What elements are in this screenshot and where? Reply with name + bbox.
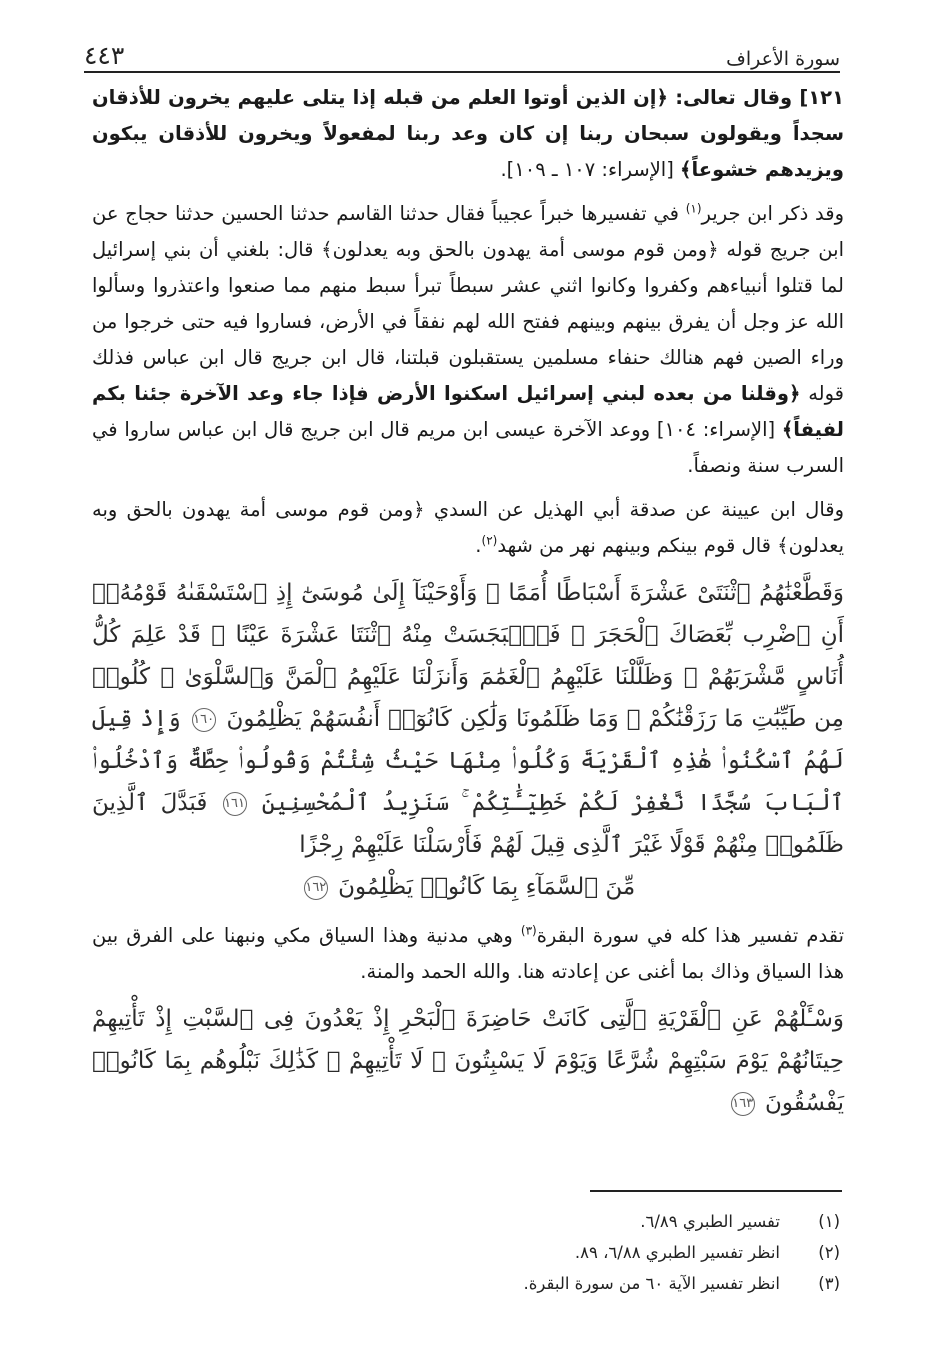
paragraph-text: وقد ذكر ابن جرير: [701, 202, 844, 225]
verse-text: مِّنَ ٱلسَّمَآءِ بِمَا كَانُوا۟ يَظْلِمُونَ: [338, 874, 636, 900]
main-text: [92, 80, 844, 1134]
paragraph-ibn-uyayna: [92, 492, 844, 564]
paragraph-text: في تفسيرها خبراً عجيباً فقال حدثنا القاسم حدثنا الحسين حدثنا حجاج عن ابن جريج قوله ﴿ومن قوم موسى أمة يهدون بالحق وبه يعدلون﴾ قال: بلغني أن بني إسرائيل لما قتلوا أنبياءهم وكفروا وكانوا اثني عشر سبطاً تبرأ سبط منهم مما صنعوا واعتذروا وسألوا الله عز وجل أن يفرق بينهم وبينهم ففتح الله لهم نفقاً في الأرض، فساروا فيه حتى خرجوا من وراء الصين فهم هنالك حنفاء مسلمين يستقبلون قبلتنا، قال ابن جريج قال ابن عباس فذلك قوله: [92, 202, 844, 405]
verse-text: وَسْـَٔلْهُمْ عَنِ ٱلْقَرْيَةِ ٱلَّتِى كَانَتْ حَاضِرَةَ ٱلْبَحْرِ إِذْ يَعْدُونَ فِى ٱلسَّبْتِ إِذْ تَأْتِيهِمْ حِيتَانُهُمْ يَوْمَ سَبْتِهِمْ شُرَّعًا وَيَوْمَ لَا يَسْبِتُونَ ۙ لَا تَأْتِيهِمْ ۚ كَذَٰلِكَ نَبْلُوهُم بِمَا كَانُوا۟: [92, 1006, 844, 1074]
paragraph-intro: ١٢١] وقال تعالى:: [667, 86, 844, 109]
quran-verse-163: [92, 998, 844, 1124]
footnote-item: [88, 1268, 840, 1299]
paragraph-text: وهي مدنية وهذا السياق مكي ونبهنا على الفرق بين هذا السياق وذاك بما أغنى عن إعادته هنا. والله الحمد والمنة.: [92, 924, 844, 983]
verse-number-marker: ١٦٢: [304, 876, 328, 900]
footnote-item: [88, 1237, 840, 1268]
footnote-marker: (٢): [481, 533, 498, 548]
paragraph-text: .: [475, 534, 482, 557]
verse-reference: [الإسراء: ١٠٧ ـ ١٠٩].: [500, 158, 681, 181]
paragraph-text: تقدم تفسير هذا كله في سورة البقرة: [536, 924, 844, 947]
footnote-item: [88, 1206, 840, 1237]
header-rule: [84, 71, 840, 73]
verse-text: وَقَطَّعْنَٰهُمُ ٱثْنَتَىْ عَشْرَةَ أَسْبَاطًا أُمَمًا ۚ وَأَوْحَيْنَآ إِلَىٰ مُوسَىٰٓ إِذِ ٱسْتَسْقَىٰهُ قَوْمُهُۥٓ أَنِ ٱضْرِب بِّعَصَاكَ ٱلْحَجَرَ ۖ فَٱنۢبَجَسَتْ مِنْهُ ٱثْنَتَا عَشْرَةَ عَيْنًا ۖ قَدْ عَلِمَ كُلُّ أُنَاسٍ مَّشْرَبَهُمْ ۚ وَظَلَّلْنَا عَلَيْهِمُ ٱلْغَمَٰمَ وَأَنزَلْنَا عَلَيْهِمُ ٱلْمَنَّ وَٱلسَّلْوَىٰ ۖ كُلُوا۟ مِن طَيِّبَٰتِ مَا رَزَقْنَٰكُمْ ۚ وَمَا ظَلَمُونَا وَلَٰكِن كَانُوٓا۟ أَنفُسَهُمْ يَظْلِمُونَ: [92, 580, 844, 732]
verse-text: وَإِذْ قِيلَ لَهُمُ ٱسْكُنُوا۟ هَٰذِهِ ٱلْقَرْيَةَ وَكُلُوا۟ مِنْهَا حَيْثُ شِئْتُمْ وَقُولُوا۟ حِطَّةٌ وَٱدْخُلُوا۟ ٱلْبَابَ سُجَّدًا نَّغْفِرْ لَكُمْ خَطِيٓـَٰٔتِكُمْ ۚ سَنَزِيدُ ٱلْمُحْسِنِينَ: [92, 706, 845, 816]
verse-text: يَفْسُقُونَ: [765, 1090, 844, 1116]
footnote-number: (١): [818, 1212, 840, 1231]
footnote-text: تفسير الطبري ٦/٨٩.: [640, 1212, 780, 1231]
footnote-rule: [590, 1190, 842, 1192]
paragraph-text: [الإسراء: ١٠٤] ووعد الآخرة عيسى ابن مريم قال ابن جريج قال ابن عباس ساروا في السرب سنة ونصفاً.: [92, 418, 844, 477]
paragraph-ibn-jarir: [92, 196, 844, 484]
footnotes: [88, 1206, 840, 1299]
verse-number-marker: ١٦١: [223, 792, 247, 816]
paragraph-verse-121: [92, 80, 844, 188]
verse-number-marker: ١٦٣: [731, 1092, 755, 1116]
paragraph-text: وقال ابن عيينة عن صدقة أبي الهذيل عن السدي ﴿ومن قوم موسى أمة يهدون بالحق وبه يعدلون﴾ قال قوم بينكم وبينهم نهر من شهد: [92, 498, 844, 557]
paragraph-baqarah-note: [92, 918, 844, 990]
verse-text: فَبَدَّلَ ٱلَّذِينَ ظَلَمُوا۟ مِنْهُمْ قَوْلًا غَيْرَ ٱلَّذِى قِيلَ لَهُمْ فَأَرْسَلْنَا عَلَيْهِمْ رِجْزًا: [92, 790, 844, 858]
quoted-verse: ﴿وقلنا من بعده لبني إسرائيل اسكنوا الأرض فإذا جاء وعد الآخرة جئنا بكم لفيفاً﴾: [92, 382, 844, 441]
footnote-marker: (١): [685, 201, 702, 216]
verse-number-marker: ١٦٠: [192, 708, 216, 732]
footnote-text: انظر تفسير الآية ٦٠ من سورة البقرة.: [523, 1274, 780, 1293]
surah-title: سورة الأعراف: [726, 48, 840, 70]
footnote-number: (٣): [818, 1274, 840, 1293]
quoted-verse: ﴿إن الذين أوتوا العلم من قبله إذا يتلى عليهم يخرون للأذقان سجداً ويقولون سبحان ربنا إن كان وعد ربنا لمفعولاً ويخرون للأذقان يبكون ويزيدهم خشوعاً﴾: [92, 86, 844, 181]
page-number: ٤٤٣: [84, 41, 125, 70]
footnote-number: (٢): [818, 1243, 840, 1262]
quran-verses-160-162: [92, 572, 844, 908]
footnote-text: انظر تفسير الطبري ٦/٨٨، ٨٩.: [574, 1243, 780, 1262]
footnote-marker: (٣): [520, 923, 537, 938]
page-header: [84, 34, 840, 70]
